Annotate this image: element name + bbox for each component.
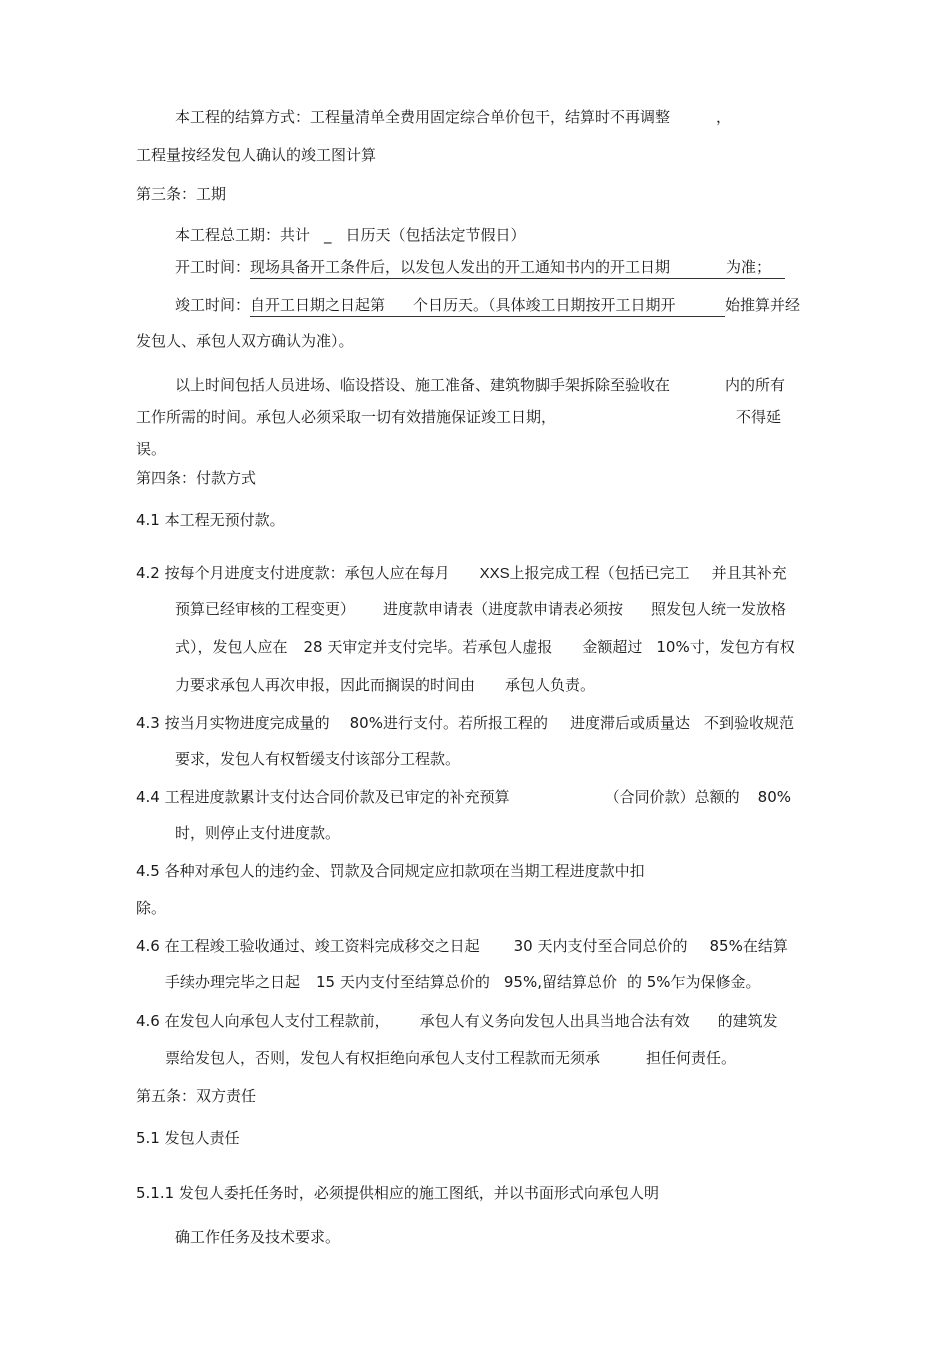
start-time-underline: 现场具备开工条件后，以发包人发出的开工通知书内的开工日期 为准；	[250, 256, 785, 279]
completion-time-cont: 发包人、承包人双方确认为准）。	[136, 332, 354, 350]
clause-4-2-line-1: 4.2 按每个月进度支付进度款：承包人应在每月 XXS上报完成工程（包括已完工 并且其补充	[136, 564, 787, 582]
section-heading-3: 第三条：工期	[136, 185, 227, 203]
time-scope-line-3: 误。	[136, 440, 167, 458]
time-scope-line-2: 工作所需的时间。承包人必须采取一切有效措施保证竣工日期， 不得延	[136, 408, 782, 426]
clause-4-6-line-2: 手续办理完毕之日起 15 天内支付至结算总价的 95%,留结算总价 的 5%乍为保修金。	[165, 973, 761, 991]
clause-5-1-1-line-2: 确工作任务及技术要求。	[175, 1228, 341, 1246]
clause-4-3-line-2: 要求，发包人有权暂缓支付该部分工程款。	[175, 750, 461, 768]
section-heading-5: 第五条：双方责任	[136, 1087, 257, 1105]
completion-time-line: 竣工时间：自开工日期之日起第 个日历天。（具体竣工日期按开工日期开 始推算并经	[175, 294, 800, 317]
clause-4-2-line-3: 式），发包人应在 28 天审定并支付完毕。若承包人虚报 金额超过 10%寸，发包方有权	[175, 638, 795, 656]
clause-4-4-line-1: 4.4 工程进度款累计支付达合同价款及已审定的补充预算 （合同价款）总额的 80%	[136, 788, 791, 806]
paragraph-quantity-basis: 工程量按经发包人确认的竣工图计算	[136, 146, 377, 164]
clause-5-1-1-line-1: 5.1.1 发包人委托任务时，必须提供相应的施工图纸，并以书面形式向承包人明	[136, 1184, 659, 1202]
clause-5-1: 5.1 发包人责任	[136, 1129, 240, 1147]
clause-4-2-line-4: 力要求承包人再次申报，因此而搁误的时间由 承包人负责。	[175, 676, 596, 694]
total-duration-line: 本工程总工期：共计 _ 日历天（包括法定节假日）	[175, 226, 526, 244]
clause-4-1: 4.1 本工程无预付款。	[136, 511, 285, 529]
clause-4-5-line-1: 4.5 各种对承包人的违约金、罚款及合同规定应扣款项在当期工程进度款中扣	[136, 862, 645, 880]
clause-4-4-line-2: 时，则停止支付进度款。	[175, 824, 341, 842]
paragraph-settlement-method: 本工程的结算方式：工程量清单全费用固定综合单价包干，结算时不再调整 ，	[175, 108, 732, 126]
completion-time-underline: 自开工日期之日起第 个日历天。（具体竣工日期按开工日期开	[250, 294, 725, 317]
clause-4-2-line-2: 预算已经审核的工程变更） 进度款申请表（进度款申请表必须按 照发包人统一发放格	[175, 600, 787, 618]
clause-4-5-line-2: 除。	[136, 899, 167, 917]
clause-4-6-line-1: 4.6 在工程竣工验收通过、竣工资料完成移交之日起 30 天内支付至合同总价的 85%在结算	[136, 937, 788, 955]
start-time-line: 开工时间：现场具备开工条件后，以发包人发出的开工通知书内的开工日期 为准；	[175, 256, 785, 279]
clause-4-3-line-1: 4.3 按当月实物进度完成量的 80%进行支付。若所报工程的 进度滞后或质量达 不到验收规范	[136, 714, 794, 732]
clause-4-6b-line-1: 4.6 在发包人向承包人支付工程款前， 承包人有义务向发包人出具当地合法有效 的建筑发	[136, 1012, 778, 1030]
time-scope-line-1: 以上时间包括人员进场、临设搭设、施工准备、建筑物脚手架拆除至验收在 内的所有	[175, 376, 786, 394]
clause-4-6b-line-2: 票给发包人，否则，发包人有权拒绝向承包人支付工程款而无须承 担任何责任。	[165, 1049, 737, 1067]
section-heading-4: 第四条：付款方式	[136, 469, 257, 487]
